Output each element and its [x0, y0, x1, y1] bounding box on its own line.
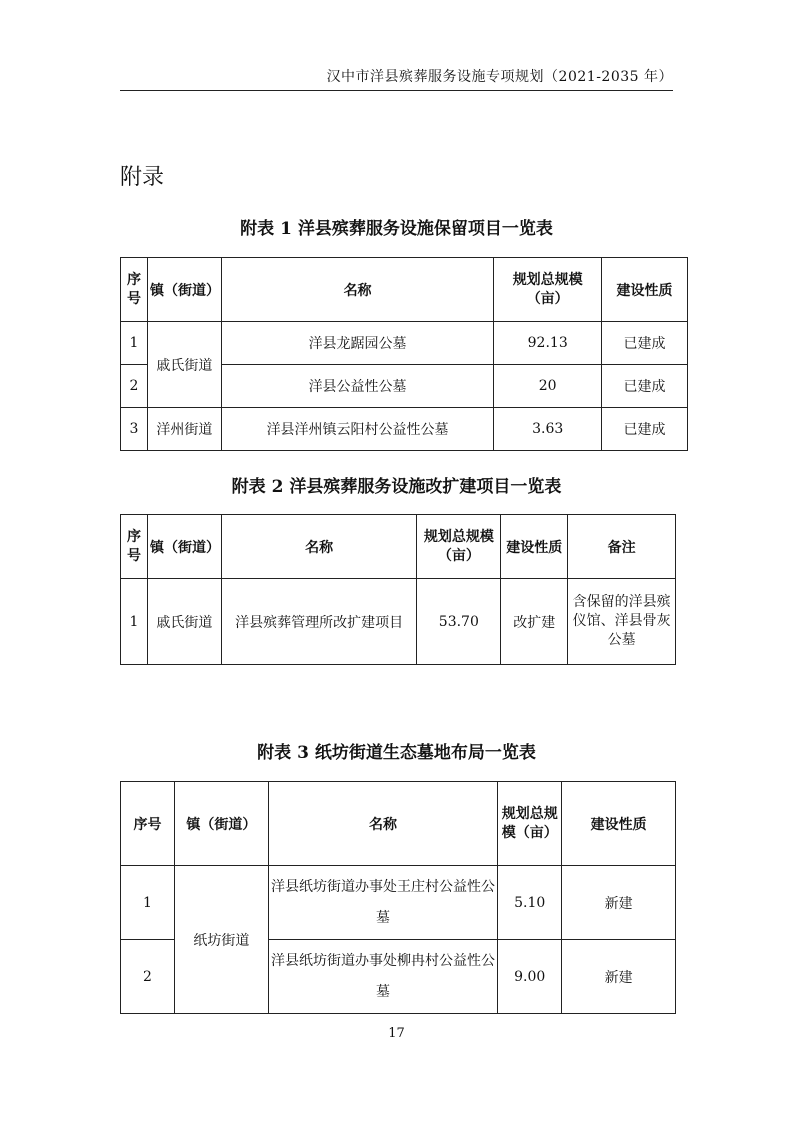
table3-caption: 附表 3 纸坊街道生态墓地布局一览表: [257, 743, 536, 763]
cell-scale: 20: [494, 365, 602, 408]
table1: [120, 257, 688, 451]
header-seq: 序号: [121, 782, 175, 866]
header-name: 名称: [221, 515, 417, 579]
table-row: [121, 579, 676, 665]
cell-nature: 改扩建: [501, 579, 568, 665]
cell-name: 洋县公益性公墓: [221, 365, 493, 408]
header-name: 名称: [268, 782, 497, 866]
cell-scale: 3.63: [494, 408, 602, 451]
running-header: 汉中市洋县殡葬服务设施专项规划（2021-2035 年）: [326, 69, 673, 85]
table2-header-row: [121, 515, 676, 579]
appendix-title: 附录: [120, 165, 165, 190]
cell-seq: 3: [121, 408, 148, 451]
header-scale: 规划总规模（亩）: [498, 782, 562, 866]
cell-name: 洋县纸坊街道办事处柳冉村公益性公墓: [268, 940, 497, 1014]
cell-nature: 新建: [562, 866, 676, 940]
table-row: [121, 322, 688, 365]
cell-scale: 5.10: [498, 866, 562, 940]
cell-scale: 92.13: [494, 322, 602, 365]
header-seq: 序号: [121, 515, 148, 579]
table2: [120, 514, 676, 665]
header-town: 镇（街道）: [147, 258, 221, 322]
header-nature: 建设性质: [501, 515, 568, 579]
cell-nature: 已建成: [602, 365, 688, 408]
cell-nature: 新建: [562, 940, 676, 1014]
cell-seq: 2: [121, 940, 175, 1014]
header-scale: 规划总规模（亩）: [417, 515, 501, 579]
cell-name: 洋县洋州镇云阳村公益性公墓: [221, 408, 493, 451]
cell-town: 戚氏街道: [147, 322, 221, 408]
cell-town: 纸坊街道: [174, 866, 268, 1014]
cell-seq: 1: [121, 579, 148, 665]
header-town: 镇（街道）: [147, 515, 221, 579]
cell-scale: 53.70: [417, 579, 501, 665]
header-note: 备注: [568, 515, 676, 579]
header-scale: 规划总规模（亩）: [494, 258, 602, 322]
header-rule: [120, 90, 673, 91]
table1-caption: 附表 1 洋县殡葬服务设施保留项目一览表: [240, 219, 553, 239]
header-town: 镇（街道）: [174, 782, 268, 866]
header-nature: 建设性质: [562, 782, 676, 866]
cell-name: 洋县殡葬管理所改扩建项目: [221, 579, 417, 665]
cell-seq: 1: [121, 866, 175, 940]
table2-caption: 附表 2 洋县殡葬服务设施改扩建项目一览表: [231, 477, 562, 497]
cell-name: 洋县龙踞园公墓: [221, 322, 493, 365]
cell-scale: 9.00: [498, 940, 562, 1014]
header-name: 名称: [221, 258, 493, 322]
header-nature: 建设性质: [602, 258, 688, 322]
cell-seq: 1: [121, 322, 148, 365]
cell-note: 含保留的洋县殡仪馆、洋县骨灰公墓: [568, 579, 676, 665]
table1-header-row: [121, 258, 688, 322]
table3: [120, 781, 676, 1014]
cell-name: 洋县纸坊街道办事处王庄村公益性公墓: [268, 866, 497, 940]
table-row: [121, 866, 676, 940]
cell-town: 戚氏街道: [147, 579, 221, 665]
page-number: 17: [388, 1026, 405, 1041]
table-row: [121, 408, 688, 451]
cell-nature: 已建成: [602, 322, 688, 365]
cell-town: 洋州街道: [147, 408, 221, 451]
header-seq: 序号: [121, 258, 148, 322]
cell-nature: 已建成: [602, 408, 688, 451]
table3-header-row: [121, 782, 676, 866]
cell-seq: 2: [121, 365, 148, 408]
